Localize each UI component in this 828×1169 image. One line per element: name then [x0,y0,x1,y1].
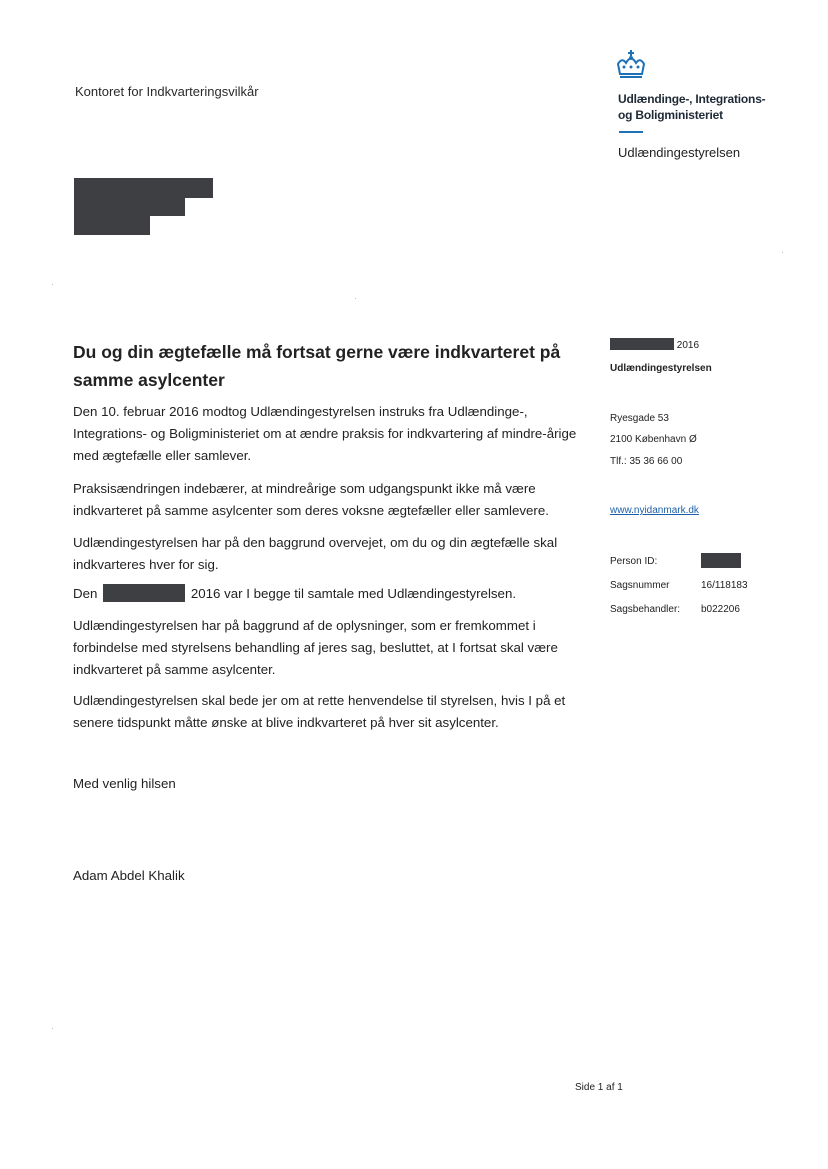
recipient-redaction [74,197,185,216]
letter-date [610,338,699,351]
letter-title: Du og din ægtefælle må fortsat gerne være indkvarteret på samme asylcenter [73,342,561,390]
paragraph-4-suffix: 2016 var I begge til samtale med Udlændingestyrelsen. [190,586,517,601]
office-name: Kontoret for Indkvarteringsvilkår [75,84,259,99]
date-year: 2016 [676,340,700,351]
phone-number: Tlf.: 35 36 66 00 [610,456,683,467]
case-handler-value: b022206 [701,604,740,615]
scan-speck [52,284,53,285]
agency-name: Udlændingestyrelsen [618,145,741,160]
case-number-label: Sagsnummer [610,580,670,591]
recipient-redaction [74,178,213,198]
case-handler-label: Sagsbehandler: [610,604,681,615]
scan-speck [52,1028,53,1029]
case-number-value: 16/118183 [701,580,748,591]
sidebar-agency: Udlændingestyrelsen [610,363,712,374]
brand-divider [619,131,643,133]
scan-speck [782,252,783,253]
page-number: Side 1 af 1 [575,1082,623,1093]
person-id-redaction [701,553,741,568]
paragraph-4 [73,583,593,605]
date-redaction [610,338,674,350]
closing-greeting: Med venlig hilsen [73,776,176,791]
date-redaction [103,584,185,602]
paragraph-3: Udlændingestyrelsen har på den baggrund overvejet, om du og din ægtefælle skal indkvarteres hver for sig. [73,535,558,572]
paragraph-5: Udlændingestyrelsen har på baggrund af de oplysninger, som er fremkommet i forbindelse med styrelsens behandling af jeres sag, besluttet, at I fortsat skal være indkvarteret på samme asylcenter. [73,618,558,677]
paragraph-1: Den 10. februar 2016 modtog Udlændingestyrelsen instruks fra Udlændinge-, Integrations- og Boligministeriet om at ændre praksis for indkvartering af mindre-årige med ægtefælle eller samlever. [73,404,577,463]
crown-logo-icon [613,50,649,80]
ministry-line-1: Udlændinge-, Integrations- [618,92,766,106]
ministry-name [618,91,765,123]
paragraph-6: Udlændingestyrelsen skal bede jer om at rette henvendelse til styrelsen, hvis I på et senere tidspunkt måtte ønske at blive indkvarteret på hver sit asylcenter. [73,693,566,730]
address-street: Ryesgade 53 [610,413,669,424]
recipient-redaction [74,215,150,235]
address-city: 2100 København Ø [610,434,697,445]
signature-name: Adam Abdel Khalik [73,868,185,883]
website-link[interactable]: www.nyidanmark.dk [610,505,699,516]
ministry-line-2: og Boligministeriet [618,108,723,122]
person-id-label: Person ID: [610,556,658,567]
paragraph-2: Praksisændringen indebærer, at mindreårige som udgangspunkt ikke må være indkvarteret på samme asylcenter som deres voksne ægtefæller eller samlevere. [73,481,549,518]
scan-speck [355,298,356,299]
paragraph-4-prefix: Den [73,586,98,601]
